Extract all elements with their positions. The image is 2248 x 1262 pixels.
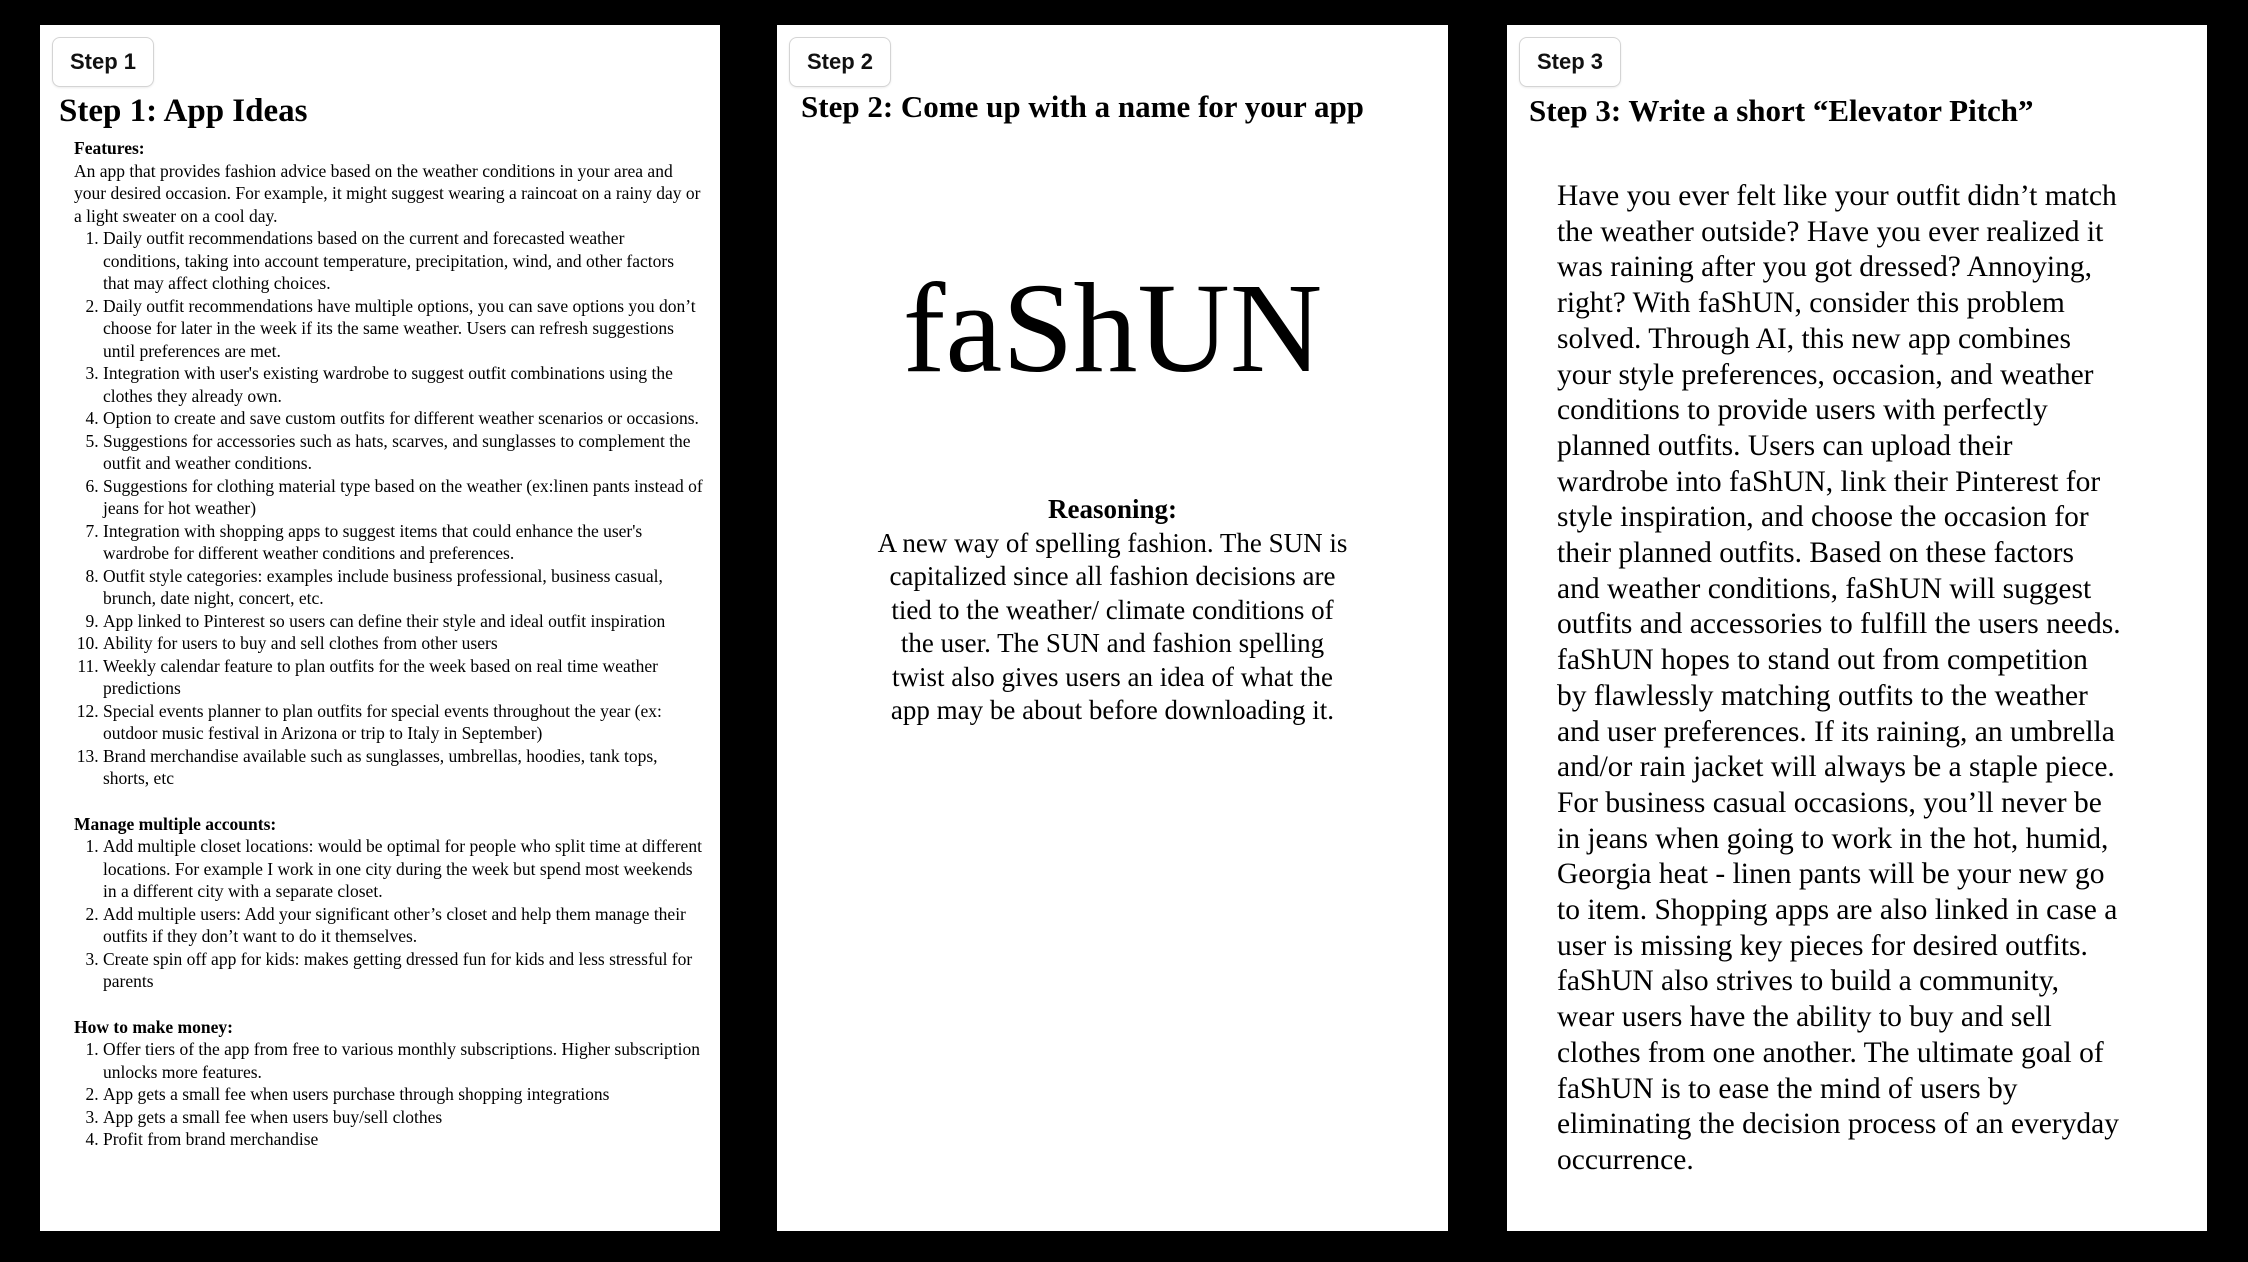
features-list (74, 227, 704, 790)
pitch-line: the weather outside? Have you ever realized it (1557, 215, 2104, 248)
pitch-line: Have you ever felt like your outfit didn’t match (1557, 180, 2117, 212)
feature-item: 2. Daily outfit recommendations have multiple options, you can save options you don’t choose for later in the week if its the same weather. Users can refresh suggestions until preferences are met. (103, 295, 704, 363)
pitch-line: clothes from one another. The ultimate goal of (1557, 1036, 2104, 1069)
pitch-line: by flawlessly matching outfits to the weather (1557, 679, 2088, 712)
feature-item: 6. Suggestions for clothing material type based on the weather (ex:linen pants instead of jeans for hot weather) (103, 475, 704, 520)
step1-panel (40, 25, 720, 1231)
money-item: 2. App gets a small fee when users purchase through shopping integrations (103, 1083, 704, 1106)
feature-item: 10. Ability for users to buy and sell clothes from other users (103, 632, 704, 655)
feature-item: 11. Weekly calendar feature to plan outfits for the week based on real time weather predictions (103, 655, 704, 700)
feature-item: 4. Option to create and save custom outfits for different weather scenarios or occasions. (103, 407, 704, 430)
account-item: 1. Add multiple closet locations: would be optimal for people who split time at different locations. For example I work in one city during the week but spend most weekends in a different city with a separate closet. (103, 835, 704, 903)
pitch-line: was raining after you got dressed? Annoying, (1557, 251, 2092, 284)
account-item: 3. Create spin off app for kids: makes getting dressed fun for kids and less stressful for parents (103, 948, 704, 993)
pitch-line: occurrence. (1557, 1143, 1694, 1176)
pitch-line: style inspiration, and choose the occasion for (1557, 501, 2089, 534)
reasoning-text: A new way of spelling fashion. The SUN is capitalized since all fashion decisions are tied to the weather/ climate conditions of the user. The SUN and fashion spelling twist also gives users an idea of what the app may be about before downloading it. (877, 527, 1348, 725)
pitch-line: and weather conditions, faShUN will suggest (1557, 572, 2092, 605)
pitch-line: planned outfits. Users can upload their (1557, 429, 2013, 462)
feature-item: 7. Integration with shopping apps to suggest items that could enhance the user's wardrobe for different weather conditions and preferences. (103, 520, 704, 565)
step2-panel (777, 25, 1448, 1231)
pitch-line: faShUN hopes to stand out from competition (1557, 644, 2088, 677)
money-item: 4. Profit from brand merchandise (103, 1128, 704, 1151)
pitch-line: solved. Through AI, this new app combines (1557, 322, 2072, 355)
pitch-line: in jeans when going to work in the hot, humid, (1557, 822, 2109, 855)
feature-item: 12. Special events planner to plan outfits for special events throughout the year (ex: outdoor music festival in Arizona or trip to Italy in September) (103, 700, 704, 745)
pitch-line: user is missing key pieces for desired outfits. (1557, 929, 2088, 962)
pitch-line: eliminating the decision process of an everyday (1557, 1108, 2119, 1141)
step2-title: Step 2: Come up with a name for your app (801, 89, 1364, 124)
tab-step2[interactable]: Step 2 (789, 37, 891, 87)
features-intro: An app that provides fashion advice based on the weather conditions in your area and your desired occasion. For example, it might suggest wearing a raincoat on a rainy day or a light sweater on a cool day. (74, 160, 701, 226)
features-heading: Features: (74, 138, 145, 158)
account-item: 2. Add multiple users: Add your significant other’s closet and help them manage their outfits if they don’t want to do it themselves. (103, 903, 704, 948)
step3-panel (1507, 25, 2207, 1231)
money-heading: How to make money: (74, 1016, 233, 1037)
feature-item: 1. Daily outfit recommendations based on the current and forecasted weather conditions, taking into account temperature, precipitation, wind, and other factors that may affect clothing choices. (103, 227, 704, 295)
pitch-line: to item. Shopping apps are also linked in case a (1557, 894, 2118, 927)
pitch-line: their planned outfits. Based on these factors (1557, 537, 2074, 570)
pitch-line: wear users have the ability to buy and sell (1557, 1001, 2052, 1034)
feature-item: 13. Brand merchandise available such as sunglasses, umbrellas, hoodies, tank tops, shorts, etc (103, 745, 704, 790)
accounts-list (74, 835, 704, 993)
pitch-line: faShUN also strives to build a community, (1557, 965, 2059, 998)
pitch-line: outfits and accessories to fulfill the users needs. (1557, 608, 2121, 641)
reasoning-block (877, 493, 1348, 728)
pitch-line: For business casual occasions, you’ll never be (1557, 786, 2102, 819)
reasoning-heading: Reasoning: (1047, 494, 1177, 524)
money-item: 1. Offer tiers of the app from free to various monthly subscriptions. Higher subscription unlocks more features. (103, 1038, 704, 1083)
pitch-line: and/or rain jacket will always be a staple piece. (1557, 751, 2115, 784)
pitch-line: and user preferences. If its raining, an umbrella (1557, 715, 2115, 748)
feature-item: 5. Suggestions for accessories such as hats, scarves, and sunglasses to complement the outfit and weather conditions. (103, 430, 704, 475)
pitch-line: wardrobe into faShUN, link their Pinterest for (1557, 465, 2101, 498)
money-list (74, 1038, 704, 1151)
step3-title: Step 3: Write a short “Elevator Pitch” (1529, 93, 2034, 128)
tab-step1[interactable]: Step 1 (52, 37, 154, 87)
pitch-line: your style preferences, occasion, and weather (1557, 358, 2094, 391)
accounts-heading: Manage multiple accounts: (74, 813, 277, 834)
pitch-line: conditions to provide users with perfectly (1557, 394, 2048, 427)
feature-item: 9. App linked to Pinterest so users can define their style and ideal outfit inspiration (103, 610, 704, 633)
step1-body (74, 137, 704, 1151)
pitch-line: faShUN is to ease the mind of users by (1557, 1072, 2018, 1105)
step1-title: Step 1: App Ideas (59, 93, 308, 129)
tab-step3[interactable]: Step 3 (1519, 37, 1621, 87)
pitch-line: right? With faShUN, consider this problem (1557, 287, 2065, 320)
money-item: 3. App gets a small fee when users buy/sell clothes (103, 1106, 704, 1129)
feature-item: 8. Outfit style categories: examples include business professional, business casual, brunch, date night, concert, etc. (103, 565, 704, 610)
feature-item: 3. Integration with user's existing wardrobe to suggest outfit combinations using the clothes they already own. (103, 362, 704, 407)
app-name: faShUN (902, 257, 1323, 399)
elevator-pitch (1557, 179, 2177, 1179)
pitch-line: Georgia heat - linen pants will be your new go (1557, 858, 2105, 891)
